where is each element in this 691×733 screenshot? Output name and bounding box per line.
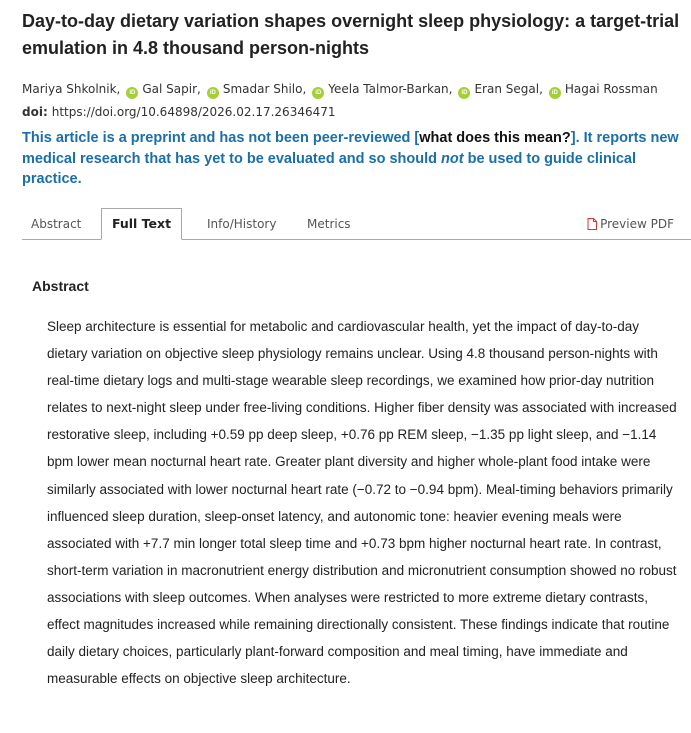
orcid-icon[interactable]: iD [549,87,561,99]
preprint-notice-emphasis: not [441,150,464,167]
author-link[interactable]: Gal Sapir, [142,82,201,96]
what-does-this-mean-link[interactable]: what does this mean? [419,130,571,146]
doi-link[interactable]: https://doi.org/10.64898/2026.02.17.26346471 [51,105,336,119]
preprint-notice [22,128,691,190]
orcid-icon[interactable]: iD [458,87,470,99]
author-link[interactable]: Mariya Shkolnik, [22,82,121,96]
tab-metrics[interactable]: Metrics [307,217,351,231]
preview-pdf-label: Preview PDF [600,217,674,231]
orcid-icon[interactable]: iD [207,87,219,99]
abstract-body: Sleep architecture is essential for metabolic and cardiovascular health, yet the impact of day-to-day dietary variation on objective sleep physiology remains unclear. Using 4.8 thousand person-nights with real-time dietary logs and multi-stage wearable sleep recordings, we examined how prior-day nutrition relates to next-night sleep under free-living conditions. Higher fiber density was associated with increased restorative sleep, including +0.59 pp deep sleep, +0.76 pp REM sleep, −1.35 pp light sleep, and −1.14 bpm lower mean nocturnal heart rate. Greater plant diversity and higher whole-plant food intake were similarly associated with lower nocturnal heart rate (−0.72 to −0.94 bpm). Meal-timing behaviors primarily influenced sleep duration, sleep-onset latency, and autonomic tone: heavier evening meals were associated with +7.7 min longer total sleep time and +0.73 bpm higher nocturnal heart rate. In contrast, short-term variation in macronutrient energy distribution and micronutrient consumption showed no robust associations with sleep outcomes. When analyses were restricted to more extreme dietary contrasts, effect magnitudes increased while remaining directionally consistent. These findings indicate that routine daily dietary choices, particularly plant-forward composition and meal timing, have immediate and measurable effects on objective sleep architecture. [47,319,677,687]
author-link[interactable]: Hagai Rossman [564,82,658,96]
pdf-file-icon [587,218,597,230]
doi-label: doi: [22,105,48,119]
orcid-icon[interactable]: iD [312,87,324,99]
author-list [22,80,691,99]
article-title: Day-to-day dietary variation shapes overnight sleep physiology: a target-trial emulation in 4.8 thousand person-nights [22,11,680,58]
preprint-notice-text: This article is a preprint and has not been peer-reviewed [ [22,130,420,146]
tab-abstract[interactable]: Abstract [31,217,82,231]
preview-pdf-link[interactable] [587,208,674,240]
article-tabs [22,208,691,240]
preprint-notice-text: be used to guide clinical practice. [22,150,636,187]
preprint-notice-text: ]. It reports new medical research that has yet to be evaluated and so should [22,130,679,167]
orcid-icon[interactable]: iD [126,87,138,99]
author-link[interactable]: Smadar Shilo, [222,82,307,96]
author-link[interactable]: Eran Segal, [474,82,543,96]
doi-line [22,103,336,121]
abstract-heading: Abstract [32,278,89,294]
tab-info-history[interactable]: Info/History [207,217,277,231]
author-link[interactable]: Yeela Talmor-Barkan, [328,82,453,96]
tab-full-text[interactable]: Full Text [101,208,182,240]
